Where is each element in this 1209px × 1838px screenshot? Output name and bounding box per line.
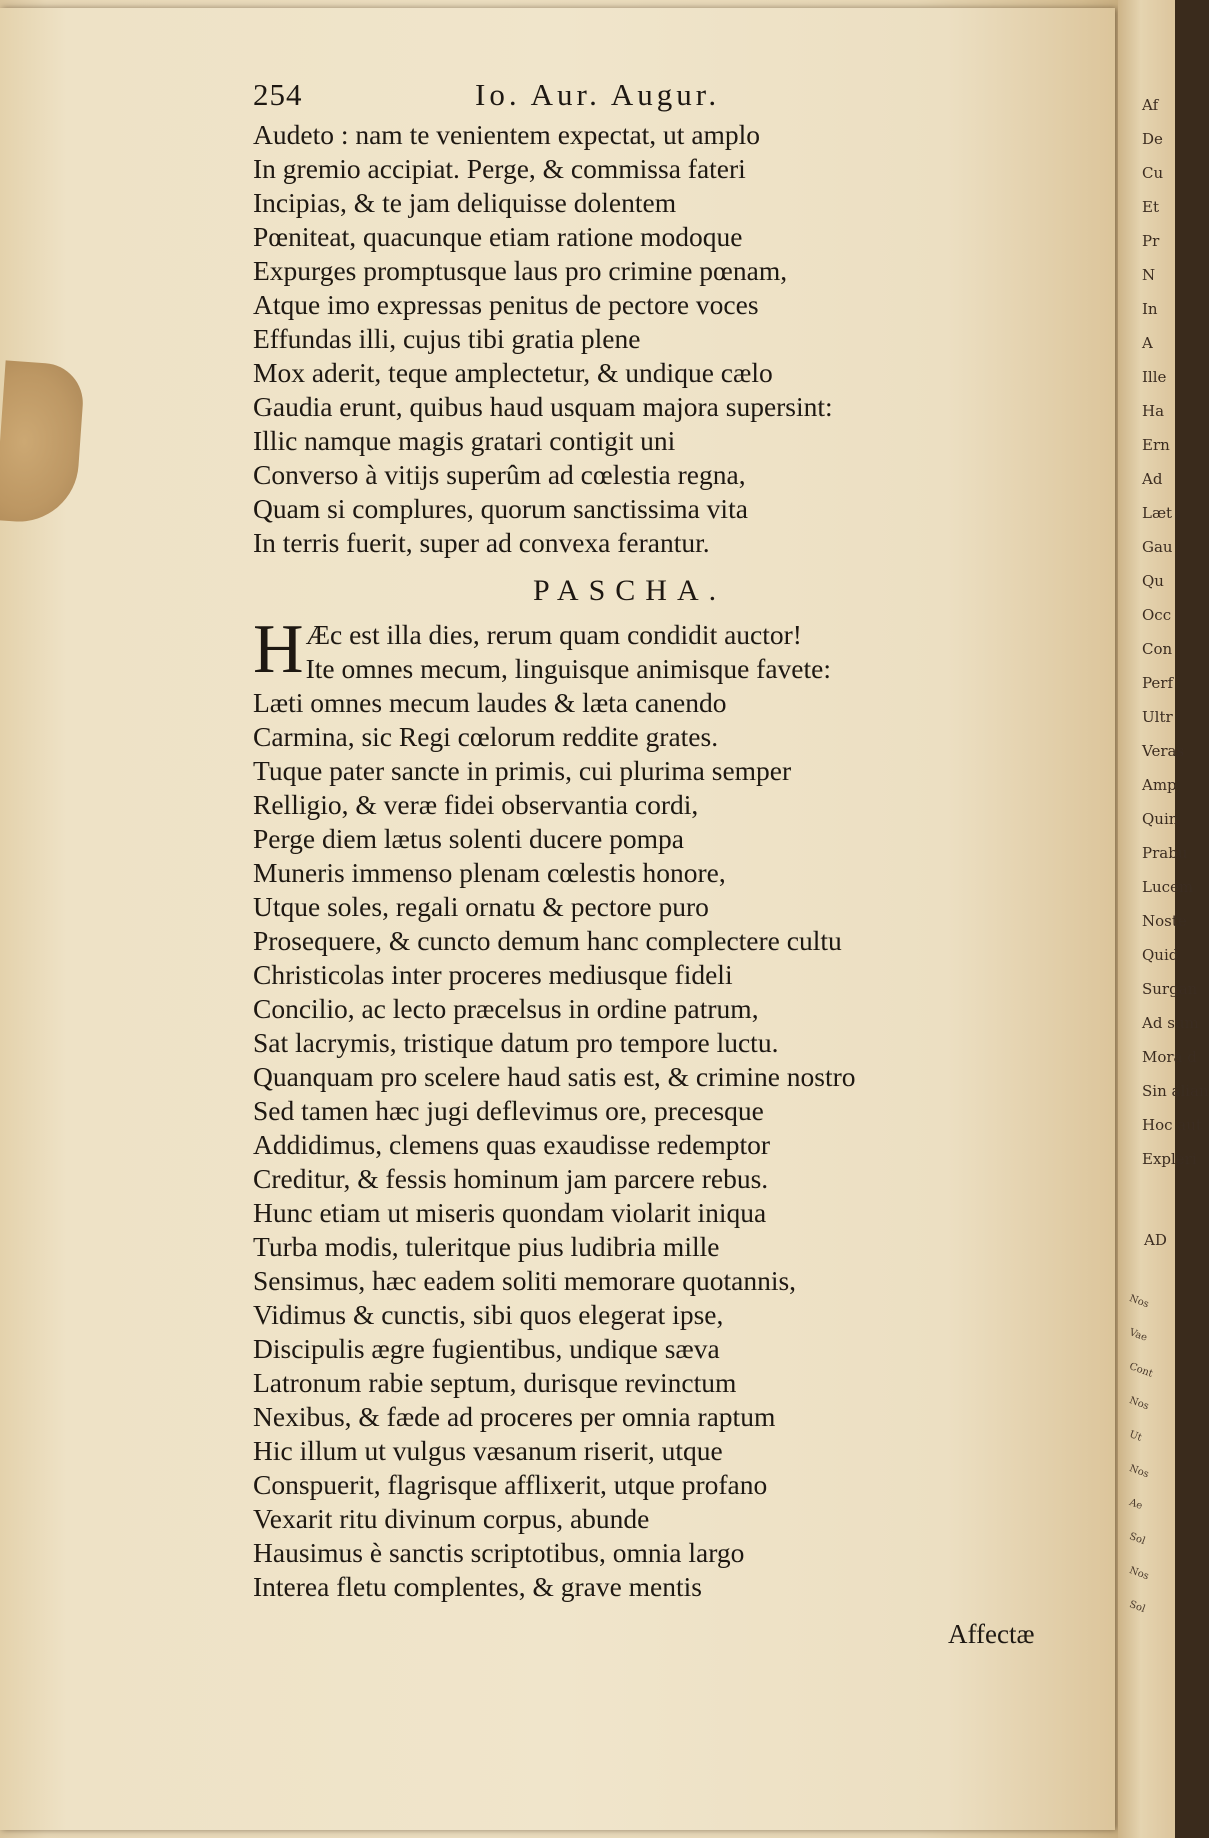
facing-line-fragment: Perf	[1142, 674, 1174, 692]
facing-marginal-note: Ae	[1127, 1497, 1144, 1512]
facing-marginal-note: Vae	[1127, 1327, 1149, 1344]
folio-number: 254	[253, 77, 303, 112]
verse-line: Audeto : nam te venientem expectat, ut amplo	[253, 119, 761, 150]
verse-line: Addidimus, clemens quas exaudisse redemptor	[253, 1129, 771, 1160]
poem-opening	[253, 611, 1073, 688]
verse-line: Creditur, & fessis hominum jam parcere rebus.	[253, 1163, 769, 1194]
poem-continuation	[253, 118, 1073, 560]
verse-line: Latronum rabie septum, durisque revinctum	[253, 1367, 737, 1398]
verse-line: Muneris immenso plenam cœlestis honore,	[253, 857, 726, 888]
facing-line-fragment: Noste	[1142, 912, 1187, 930]
facing-line-fragment: Lucem	[1142, 878, 1194, 896]
facing-line-fragment: Quin	[1142, 810, 1179, 828]
verse-line: Ite omnes mecum, linguisque animisque favete:	[305, 653, 831, 684]
verse-line: Pœniteat, quacunque etiam ratione modoque	[253, 221, 743, 252]
poem-body	[253, 686, 1073, 1604]
verse-line: Mox aderit, teque amplectetur, & undique cælo	[253, 357, 773, 388]
verse-line: Sat lacrymis, tristique datum pro tempore luctu.	[253, 1027, 779, 1058]
facing-line-fragment: Con	[1142, 640, 1173, 658]
facing-line-fragment: N	[1142, 266, 1156, 284]
verse-line: Christicolas inter proceres mediusque fideli	[253, 959, 733, 990]
verse-line: Converso à vitijs superûm ad cœlestia regna,	[253, 459, 746, 490]
verse-line: In terris fuerit, super ad convexa ferantur.	[253, 527, 710, 558]
facing-line-fragment: De	[1142, 130, 1163, 148]
facing-line-fragment: Sin alian	[1142, 1082, 1209, 1100]
facing-line-fragment: Pr	[1142, 232, 1160, 250]
verse-line: Prosequere, & cuncto demum hanc complectere cultu	[253, 925, 842, 956]
verse-line: Conspuerit, flagrisque afflixerit, utque profano	[253, 1469, 768, 1500]
verse-line: Discipulis ægre fugientibus, undique sæva	[253, 1333, 720, 1364]
facing-marginal-note: Cont	[1127, 1361, 1155, 1380]
facing-line-fragment: Ha	[1142, 402, 1165, 420]
facing-heading-fragment: AD	[1144, 1231, 1167, 1249]
facing-line-fragment: Ad	[1142, 470, 1163, 488]
facing-line-fragment: Af	[1142, 96, 1159, 114]
facing-line-fragment: Quid	[1142, 946, 1179, 964]
facing-marginal-note: Ut	[1127, 1429, 1144, 1444]
verse-line: Effundas illi, cujus tibi gratia plene	[253, 323, 641, 354]
verse-line: Expurges promptusque laus pro crimine pœnam,	[253, 255, 788, 286]
verse-line: Læti omnes mecum laudes & læta canendo	[253, 687, 727, 718]
verse-line: Incipias, & te jam deliquisse dolentem	[253, 187, 677, 218]
facing-marginal-note: Nos	[1127, 1293, 1151, 1311]
facing-line-fragment: Amp	[1142, 776, 1177, 794]
facing-line-fragment: Cu	[1142, 164, 1164, 182]
facing-line-fragment: Expleri	[1142, 1150, 1197, 1168]
catchword: Affectæ	[948, 1619, 1035, 1649]
facing-line-fragment: Prabu	[1142, 844, 1188, 862]
facing-line-fragment: Ultr	[1142, 708, 1173, 726]
facing-line-fragment: Læt	[1142, 504, 1173, 522]
verse-line: Hunc etiam ut miseris quondam violarit iniqua	[253, 1197, 767, 1228]
verse-line: Æc est illa dies, rerum quam condidit auctor!	[305, 619, 802, 650]
facing-line-fragment: Surgan	[1142, 980, 1198, 998]
poem-title: PASCHA.	[533, 574, 727, 607]
verse-line: Gaudia erunt, quibus haud usquam majora supersint:	[253, 391, 833, 422]
verse-line: Hausimus è sanctis scriptotibus, omnia largo	[253, 1537, 745, 1568]
paper-tab	[0, 360, 85, 525]
facing-line-fragment: Ern	[1142, 436, 1170, 454]
running-head: Io. Aur. Augur.	[475, 77, 721, 112]
facing-line-fragment: Et	[1142, 198, 1159, 216]
verse-line: Quam si complures, quorum sanctissima vita	[253, 493, 748, 524]
verse-line: Sed tamen hæc jugi deflevimus ore, precesque	[253, 1095, 764, 1126]
verse-line: Utque soles, regali ornatu & pectore puro	[253, 891, 709, 922]
verse-line: Perge diem lætus solenti ducere pompa	[253, 823, 685, 854]
facing-marginal-note: Sol	[1127, 1531, 1147, 1547]
verse-line: Vidimus & cunctis, sibi quos elegerat ipse,	[253, 1299, 724, 1330]
verse-line: Vexarit ritu divinum corpus, abunde	[253, 1503, 650, 1534]
book-page	[0, 8, 1115, 1830]
facing-marginal-note: Nos	[1127, 1463, 1151, 1481]
facing-line-fragment: Qu	[1142, 572, 1164, 590]
facing-line-fragment: A	[1142, 334, 1153, 352]
facing-line-fragment: In	[1142, 300, 1158, 318]
facing-line-fragment: Veras	[1142, 742, 1185, 760]
facing-page-edge	[1118, 0, 1209, 1838]
verse-line: Illic namque magis gratari contigit uni	[253, 425, 676, 456]
facing-marginal-note: Nos	[1127, 1395, 1151, 1413]
facing-marginal-note: Sol	[1127, 1599, 1147, 1615]
facing-line-fragment: Gau	[1142, 538, 1173, 556]
drop-capital: H	[253, 611, 304, 688]
page-header	[253, 78, 1073, 118]
verse-line: Concilio, ac lecto præcelsus in ordine patrum,	[253, 993, 759, 1024]
page-text	[253, 78, 1073, 1604]
facing-line-fragment: Occ	[1142, 606, 1172, 624]
verse-line: Sensimus, hæc eadem soliti memorare quotannis,	[253, 1265, 797, 1296]
verse-line: Nexibus, & fæde ad proceres per omnia raptum	[253, 1401, 776, 1432]
verse-line: Interea fletu complentes, & grave mentis	[253, 1571, 702, 1602]
verse-line: Tuque pater sancte in primis, cui plurima semper	[253, 755, 792, 786]
verse-line: Relligio, & veræ fidei observantia cordi,	[253, 789, 699, 820]
facing-line-fragment: Hoc aut	[1142, 1116, 1202, 1134]
verse-line: Hic illum ut vulgus væsanum riserit, utque	[253, 1435, 723, 1466]
verse-line: Turba modis, tuleritque pius ludibria mille	[253, 1231, 720, 1262]
facing-marginal-note: Nos	[1127, 1565, 1151, 1583]
facing-line-fragment: Ille	[1142, 368, 1167, 386]
facing-line-fragment: Ad sum	[1142, 1014, 1199, 1032]
verse-line: Carmina, sic Regi cœlorum reddite grates.	[253, 721, 719, 752]
facing-line-fragment: Mora d	[1142, 1048, 1197, 1066]
verse-line: In gremio accipiat. Perge, & commissa fateri	[253, 153, 746, 184]
verse-line: Quanquam pro scelere haud satis est, & crimine nostro	[253, 1061, 856, 1092]
verse-line: Atque imo expressas penitus de pectore voces	[253, 289, 759, 320]
